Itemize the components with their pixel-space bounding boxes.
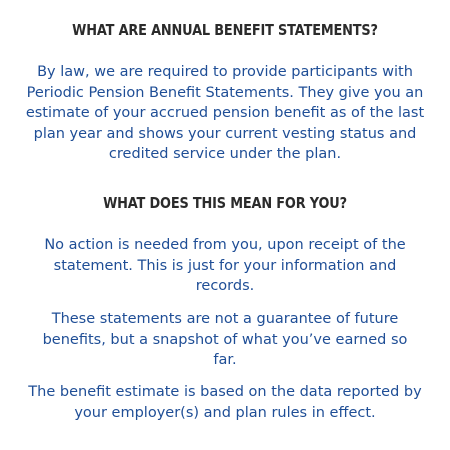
estimate-basis-paragraph: The benefit estimate is based on the data reported by your employer(s) and plan rules in effect. <box>28 384 422 421</box>
not-a-guarantee-paragraph: These statements are not a guarantee of future benefits, but a snapshot of what you’ve earned so far. <box>42 311 408 368</box>
section-heading-annual-statements: WHAT ARE ANNUAL BENEFIT STATEMENTS? <box>72 21 378 39</box>
no-action-needed-paragraph: No action is needed from you, upon receipt of the statement. This is just for your information and records. <box>44 237 406 294</box>
section-heading-what-it-means: WHAT DOES THIS MEAN FOR YOU? <box>103 194 347 212</box>
annual-statements-description: By law, we are required to provide participants with Periodic Pension Benefit Statements. They give you an estimate of your accrued pension benefit as of the last plan year and shows your current vesting status and credited service under the plan. <box>25 64 425 162</box>
